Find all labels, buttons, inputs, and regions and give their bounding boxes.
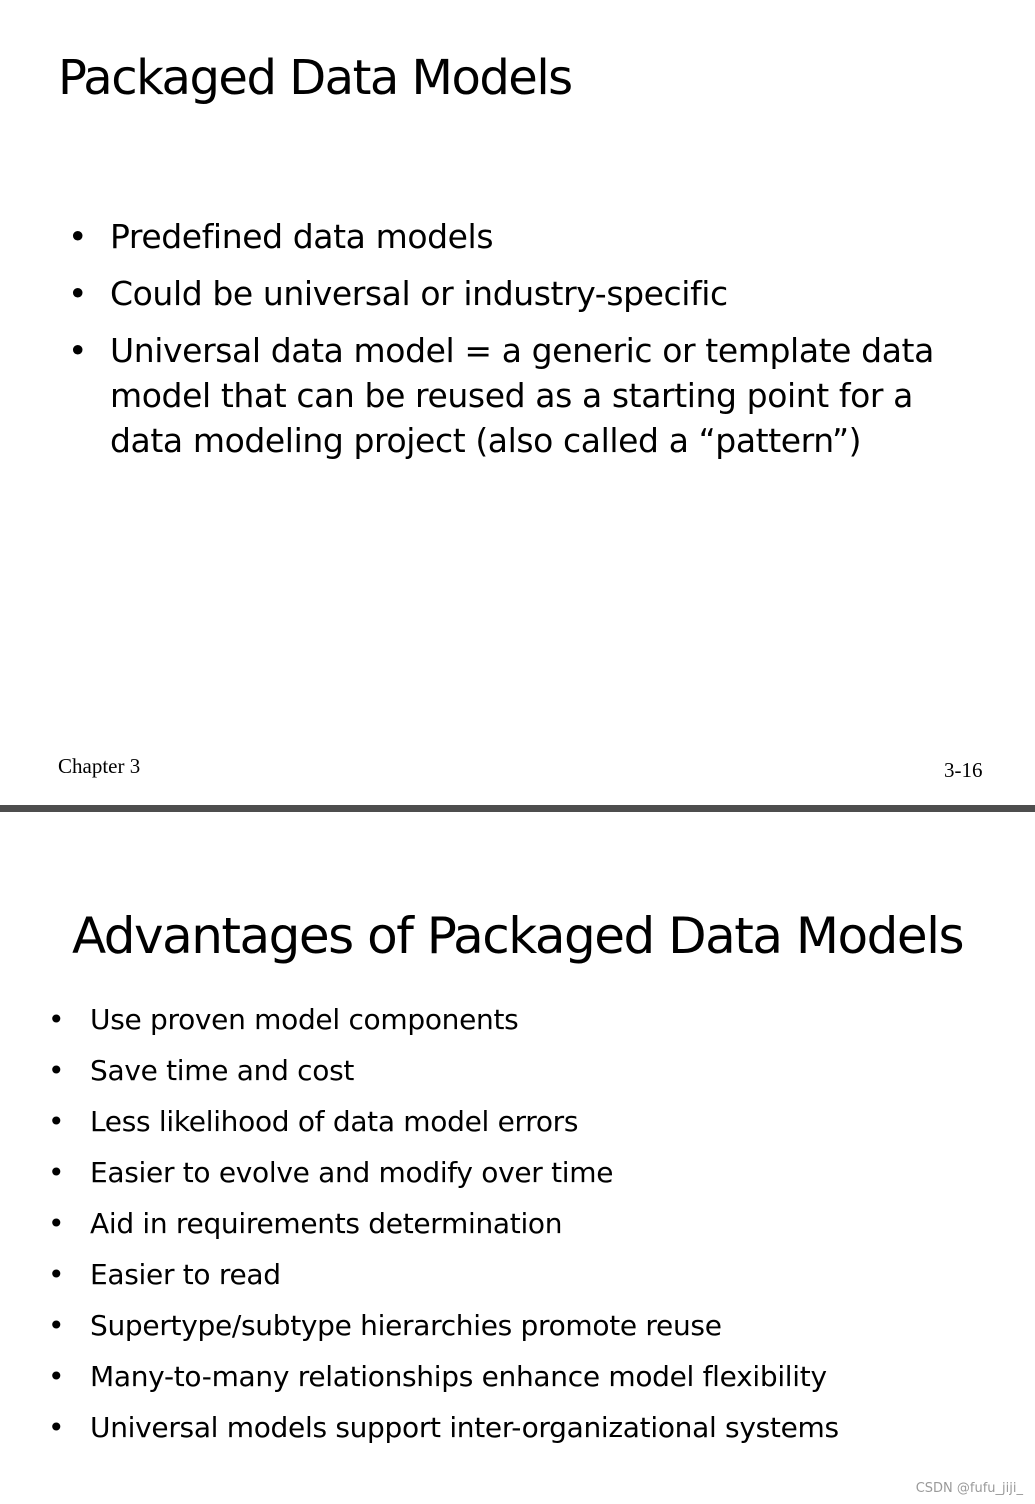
list-item-text: Easier to evolve and modify over time bbox=[90, 1156, 614, 1189]
bullet-list bbox=[68, 214, 973, 475]
list-item bbox=[48, 1402, 1008, 1453]
list-item bbox=[48, 1351, 1008, 1402]
list-item-text: Universal data model = a generic or template data model that can be reused as a starting point for a data modeling project (also called a “pattern”) bbox=[110, 331, 934, 460]
list-item bbox=[48, 1045, 1008, 1096]
bullet-marker: • bbox=[48, 1156, 65, 1189]
list-item-text: Easier to read bbox=[90, 1258, 281, 1291]
bullet-marker: • bbox=[68, 331, 88, 370]
list-item bbox=[48, 1300, 1008, 1351]
list-item bbox=[68, 271, 973, 316]
list-item bbox=[48, 1147, 1008, 1198]
bullet-marker: • bbox=[48, 1309, 65, 1342]
list-item bbox=[68, 214, 973, 259]
slide-divider bbox=[0, 805, 1035, 812]
bullet-marker: • bbox=[48, 1054, 65, 1087]
bullet-marker: • bbox=[48, 1411, 65, 1444]
list-item-text: Universal models support inter-organizational systems bbox=[90, 1411, 839, 1444]
footer-page-number: 3-16 bbox=[944, 758, 983, 782]
list-item bbox=[68, 328, 973, 463]
bullet-marker: • bbox=[48, 1207, 65, 1240]
list-item-text: Save time and cost bbox=[90, 1054, 355, 1087]
list-item bbox=[48, 1249, 1008, 1300]
bullet-marker: • bbox=[68, 274, 88, 313]
list-item-text: Aid in requirements determination bbox=[90, 1207, 563, 1240]
slide-title: Packaged Data Models bbox=[58, 50, 572, 106]
bullet-marker: • bbox=[48, 1360, 65, 1393]
bullet-list bbox=[48, 994, 1008, 1453]
list-item bbox=[48, 1198, 1008, 1249]
slide-title: Advantages of Packaged Data Models bbox=[71, 907, 964, 965]
list-item bbox=[48, 1096, 1008, 1147]
list-item-text: Supertype/subtype hierarchies promote reuse bbox=[90, 1309, 722, 1342]
bullet-marker: • bbox=[48, 1105, 65, 1138]
list-item-text: Use proven model components bbox=[90, 1003, 519, 1036]
list-item bbox=[48, 994, 1008, 1045]
bullet-marker: • bbox=[48, 1003, 65, 1036]
footer-chapter: Chapter 3 bbox=[58, 754, 141, 778]
bullet-marker: • bbox=[68, 217, 88, 256]
list-item-text: Many-to-many relationships enhance model flexibility bbox=[90, 1360, 827, 1393]
slide-advantages bbox=[0, 812, 1035, 1504]
list-item-text: Could be universal or industry-specific bbox=[110, 274, 728, 313]
list-item-text: Less likelihood of data model errors bbox=[90, 1105, 579, 1138]
bullet-marker: • bbox=[48, 1258, 65, 1291]
watermark: CSDN @fufu_jiji_ bbox=[915, 1481, 1023, 1496]
list-item-text: Predefined data models bbox=[110, 217, 494, 256]
